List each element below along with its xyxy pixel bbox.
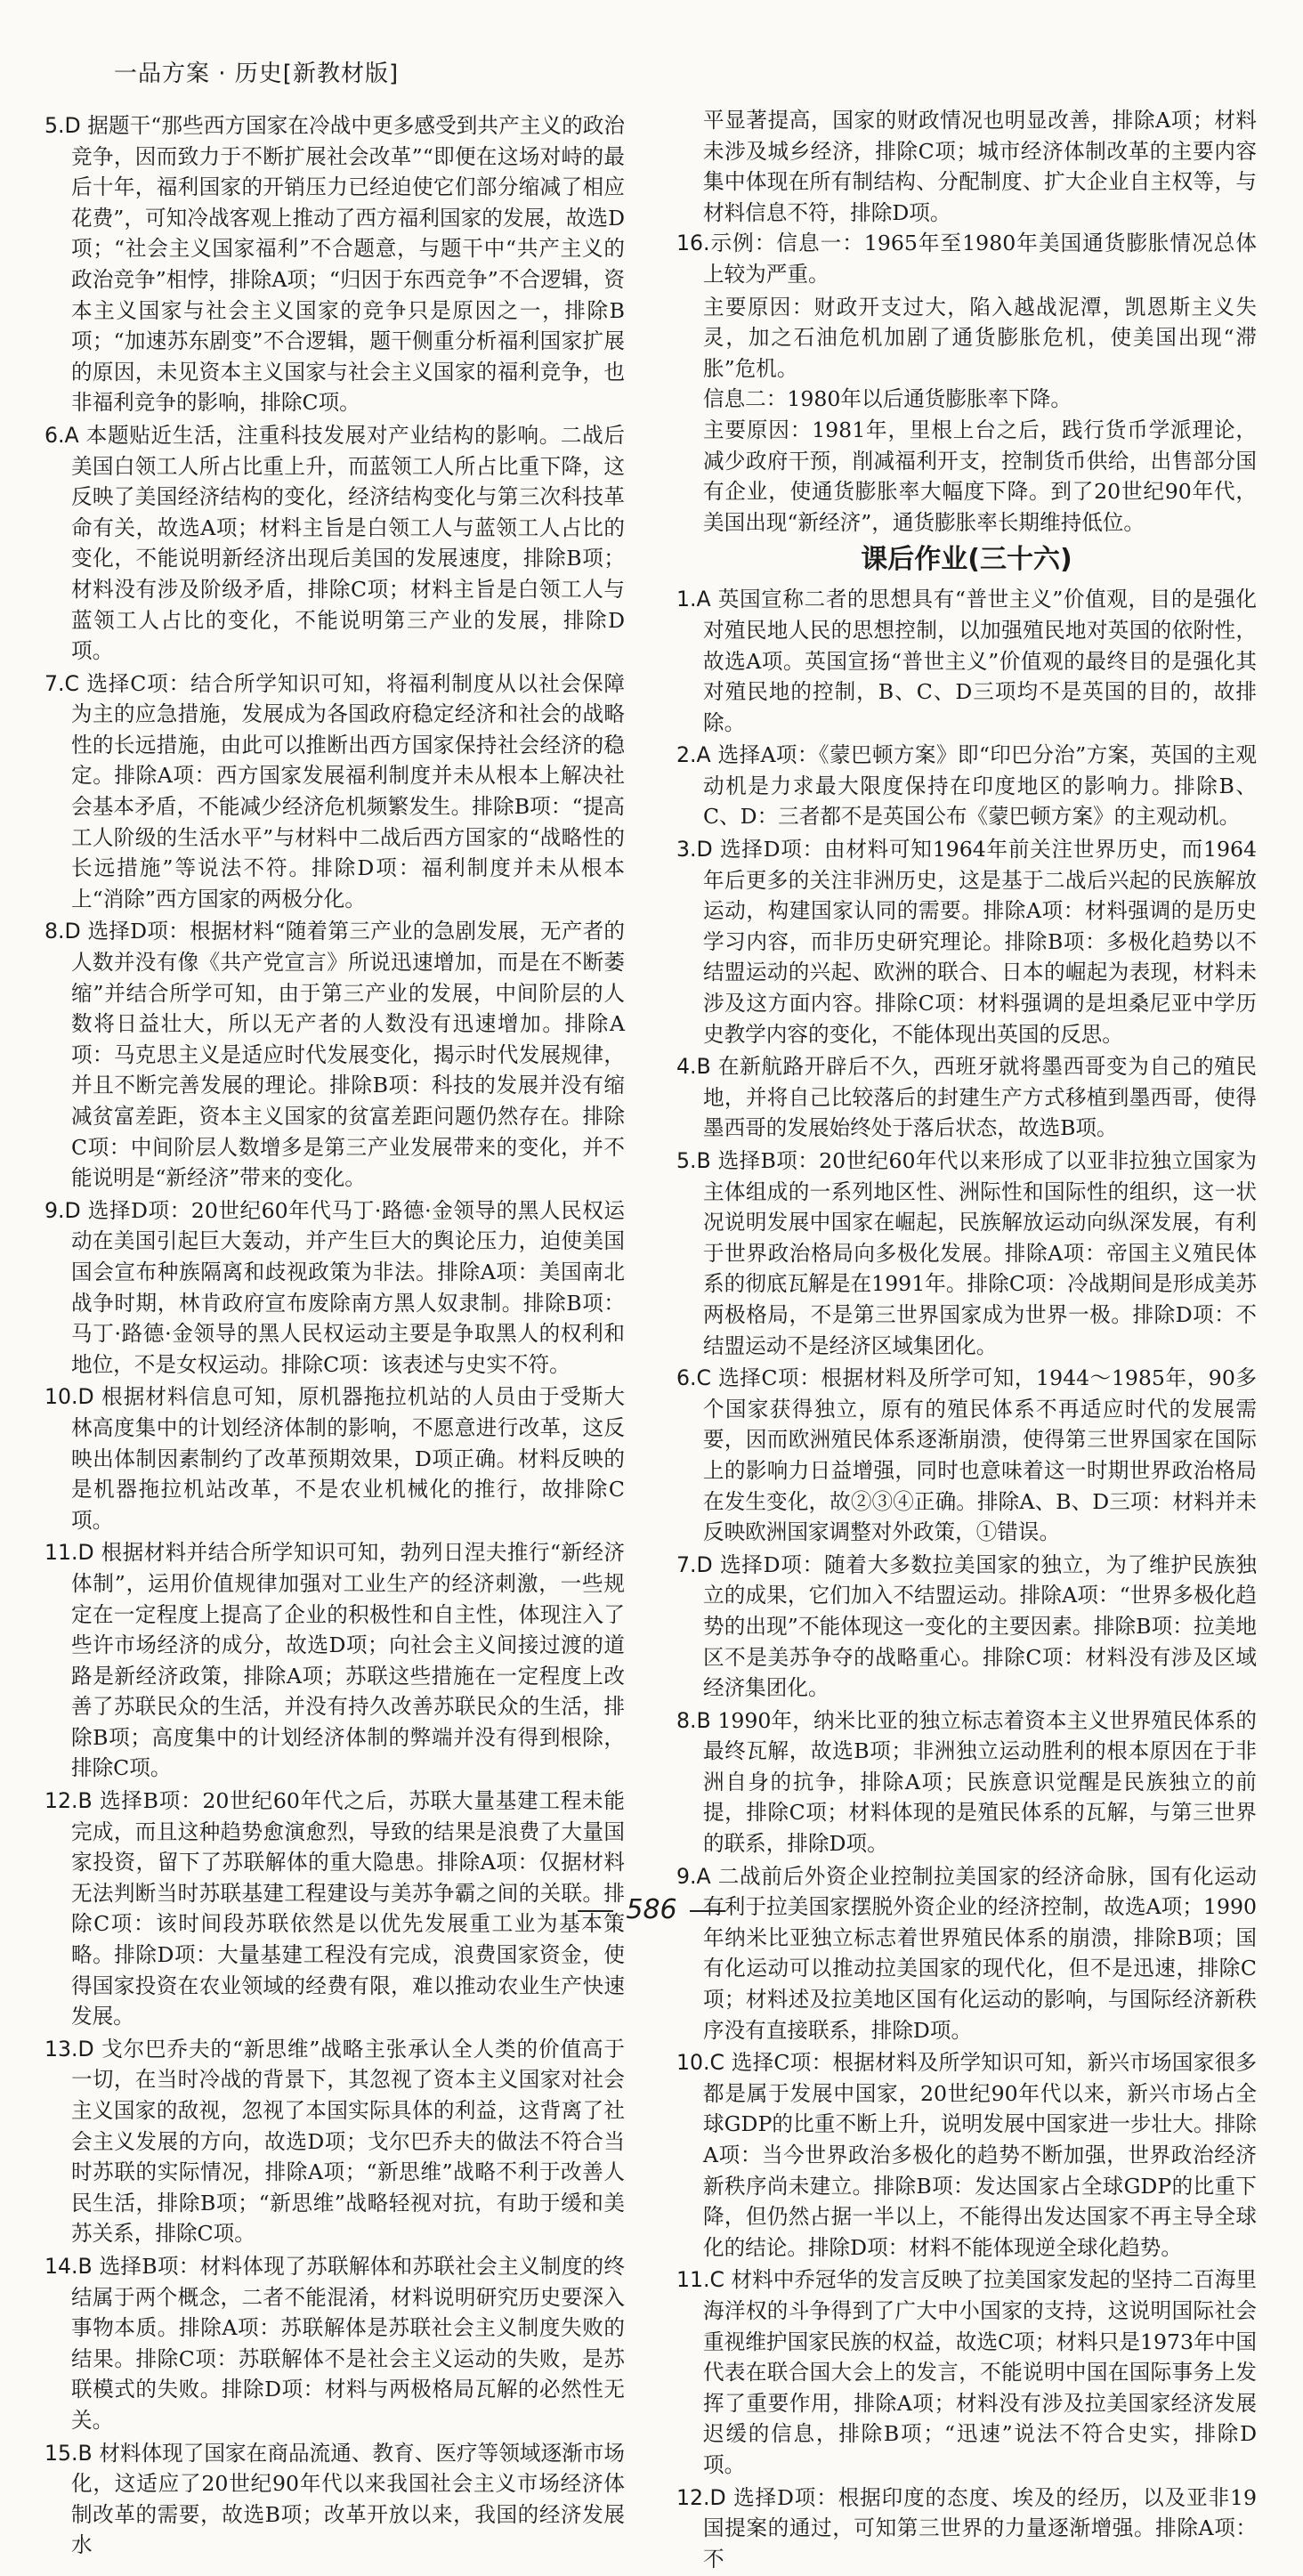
answer-item [45, 1537, 625, 1784]
answer-text: 根据材料信息可知，原机器拖拉机站的人员由于受斯大林高度集中的计划经济体制的影响，不愿意进行改革，这反映出体制因素制约了改革预期效果，D项正确。材料反映的是机器拖拉机站改革，不是农业机械化的推行，故排除C项。 [71, 1384, 626, 1533]
answer-item [676, 1550, 1257, 1704]
answer-item [676, 584, 1257, 738]
answer-text: 1990年，纳米比亚的独立标志着资本主义世界殖民体系的最终瓦解，故选B项；非洲独立运动胜利的根本原因在于非洲自身的抗争，排除A项；民族意识觉醒是民族独立的前提，排除C项；材料体现的是殖民体系的瓦解，与第三世界的联系，排除D项。 [703, 1707, 1258, 1857]
answer-item [676, 1051, 1257, 1144]
running-header: 一品方案 · 历史[新教材版] [114, 61, 400, 87]
answer-item [676, 740, 1257, 832]
answer-number: 9.A [676, 1863, 711, 1889]
answer-text: 选择C项：根据材料及所学知识可知，新兴市场国家很多都是属于发展中国家，20世纪90年代以来，新兴市场占全球GDP的比重不断上升，说明发展中国家进一步壮大。排除A项：当今世界政治多极化的趋势不断加强，世界政治经济新秩序尚未建立。排除B项：发达国家占全球GDP的比重下降，但仍然占据一半以上，不能得出发达国家不再主导全球化的结论。排除D项：材料不能体现逆全球化趋势。 [703, 2050, 1257, 2260]
answer-number: 11.C [676, 2267, 724, 2293]
answer-text: 示例：信息一：1965年至1980年美国通货膨胀情况总体上较为严重。 [703, 231, 1257, 287]
answer-item [45, 668, 625, 915]
answer-text: 据题干“那些西方国家在冷战中更多感受到共产主义的政治竞争，因而致力于不断扩展社会改革”“即便在这场对峙的最后十年，福利国家的开销压力已经迫使它们部分缩减了相应花费”，可知冷战客观上推动了西方福利国家的发展，故选D项；“社会主义国家福利”不合题意，与题干中“共产主义的政治竞争”相悖，排除A项；“归因于东西竞争”不合逻辑，资本主义国家与社会主义国家的竞争只是原因之一，排除B项；“加速苏东剧变”不合逻辑，题干侧重分析福利国家扩展的原因，未见资本主义国家与社会主义国家的福利竞争，也非福利竞争的影响，排除C项。 [71, 113, 626, 416]
answer-text: 二战前后外资企业控制拉美国家的经济命脉，国有化运动有利于拉美国家摆脱外资企业的经济控制，故选A项；1990年纳米比亚独立标志着世界殖民体系的崩溃，排除B项；国有化运动可以推动拉美国家的现代化，但不是迅速，排除C项；材料述及拉美地区国有化运动的影响，与国际经济新秩序没有直接联系，排除D项。 [703, 1863, 1257, 2043]
answer-number: 2.A [676, 742, 711, 768]
answer-item [45, 1195, 625, 1381]
answer-number: 10.C [676, 2050, 724, 2076]
dash-right [690, 1910, 725, 1912]
answer-item [676, 1363, 1257, 1548]
answer-item [676, 2483, 1257, 2575]
answer-item [676, 1705, 1257, 1859]
answer-number: 14.B [45, 2253, 93, 2279]
answer-number: 16. [676, 231, 710, 256]
answer-paragraph: 主要原因：财政开支过大，陷入越战泥潭，凯恩斯主义失灵，加之石油危机加剧了通货膨胀危机，使美国出现“滞胀”危机。 [703, 294, 1257, 381]
dash-left [578, 1910, 613, 1912]
answer-number: 8.B [676, 1707, 711, 1733]
answer-item [45, 110, 625, 418]
continued-text: 平显著提高，国家的财政情况也明显改善，排除A项；材料未涉及城乡经济，排除C项；城市经济体制改革的主要内容集中体现在所有制结构、分配制度、扩大企业自主权等，与材料信息不符，排除D项。 [703, 108, 1257, 225]
answer-text: 根据材料并结合所学知识可知，勃列日涅夫推行“新经济体制”，运用价值规律加强对工业生产的经济刺激，一些规定在一定程度上提高了企业的积极性和自主性，体现注入了些许市场经济的成分，故选D项；向社会主义间接过渡的道路是新经济政策，排除A项；苏联这些措施在一定程度上改善了苏联民众的生活，并没有持久改善苏联民众的生活，排除B项；高度集中的计划经济体制的弊端并没有得到根除，排除C项。 [71, 1540, 625, 1781]
answer-number: 3.D [676, 837, 713, 863]
answer-number: 5.B [676, 1148, 711, 1173]
answer-number: 7.C [45, 670, 79, 696]
answer-item [676, 2047, 1257, 2263]
answer-text: 材料体现了国家在商品流通、教育、医疗等领域逐渐市场化，这适应了20世纪90年代以来我国社会主义市场经济体制改革的需要，故选B项；改革开放以来，我国的经济发展水 [71, 2440, 626, 2558]
answer-text: 选择D项：由材料可知1964年前关注世界历史，而1964年后更多的关注非洲历史，这是基于二战后兴起的民族解放运动，构建国家认同的需要。排除A项：材料强调的是历史学习内容，而非历史研究理论。排除B项：多极化趋势以不结盟运动的兴起、欧洲的联合、日本的崛起为表现，材料未涉及这方面内容。排除C项：材料强调的是坦桑尼亚中学历史教学内容的变化，不能体现出英国的反思。 [703, 837, 1258, 1047]
answer-number: 7.D [676, 1551, 713, 1577]
answer-number: 12.D [676, 2484, 726, 2510]
right-column [676, 105, 1257, 2576]
answer-number: 5.D [45, 113, 81, 138]
answer-number: 1.A [676, 587, 711, 612]
answer-number: 13.D [45, 2036, 94, 2062]
answer-text: 选择C项：结合所学知识可知，将福利制度从以社会保障为主的应急措施，发展成为各国政府稳定经济和社会的战略性的长远措施，由此可以推断出西方国家保持社会经济的稳定。排除A项：西方国家发展福利制度并未从根本上解决社会基本矛盾，不能减少经济危机频繁发生。排除B项：“提高工人阶级的生活水平”与材料中二战后西方国家的“战略性的长远措施”等说法不符。排除D项：福利制度并未从根本上“消除”西方国家的两极分化。 [71, 670, 625, 911]
answer-text: 选择D项：根据材料“随着第三产业的急剧发展，无产者的人数并没有像《共产党宣言》所说迅速增加，而是在不断萎缩”并结合所学可知，由于第三产业的发展，中间阶层的人数将日益壮大，所以无产者的人数没有迅速增加。排除A项：马克思主义是适应时代发展变化，揭示时代发展规律，并且不断完善发展的理论。排除B项：科技的发展并没有缩减贫富差距，资本主义国家的贫富差距问题仍然存在。排除C项：中间阶层人数增多是第三产业发展带来的变化，并不能说明是“新经济”带来的变化。 [71, 919, 626, 1191]
answer-item [45, 1381, 625, 1535]
answer-item [676, 228, 1257, 289]
answer-text: 英国宣称二者的思想具有“普世主义”价值观，目的是强化对殖民地人民的思想控制，以加强殖民地对英国的依附性，故选A项。英国宣扬“普世主义”价值观的最终目的是强化其对殖民地的控制，B、C、D三项均不是英国的目的，故排除。 [703, 587, 1258, 735]
answer-number: 11.D [45, 1540, 94, 1566]
answer-text: 选择B项：20世纪60年代之后，苏联大量基建工程未能完成，而且这种趋势愈演愈烈，导致的结果是浪费了大量国家投资，留下了苏联解体的重大隐患。排除A项：仅据材料无法判断当时苏联基建工程建设与美苏争霸之间的关联。排除C项：该时间段苏联依然是以优先发展重工业为基本策略。排除D项：大量基建工程没有完成，浪费国家资金，使得国家投资在农业领域的经费有限，难以推动农业生产快速发展。 [71, 1788, 625, 2029]
answer-number: 9.D [45, 1197, 81, 1223]
answer-text: 选择D项：随着大多数拉美国家的独立，为了维护民族独立的成果，它们加入不结盟运动。排除A项：“世界多极化趋势的出现”不能体现这一变化的主要因素。排除B项：拉美地区不是美苏争夺的战略重心。排除C项：材料没有涉及区域经济集团化。 [703, 1551, 1257, 1701]
answer-text: 戈尔巴乔夫的“新思维”战略主张承认全人类的价值高于一切，在当时冷战的背景下，其忽视了资本主义国家对社会主义国家的敌视，忽视了本国实际具体的利益，这背离了社会主义发展的方向，故选D项；戈尔巴乔夫的做法不符合当时苏联的实际情况，排除A项；“新思维”战略不利于改善人民生活，排除B项；“新思维”战略轻视对抗，有助于缓和美苏关系，排除C项。 [71, 2036, 626, 2247]
answer-paragraph: 主要原因：1981年，里根上台之后，践行货币学派理论，减少政府干预，削减福利开支，控制货币供给，出售部分国有企业，使通货膨胀率大幅度下降。到了20世纪90年代，美国出现“新经济”，通货膨胀率长期维持低位。 [703, 417, 1257, 535]
answer-text: 选择D项：根据印度的态度、埃及的经历，以及亚非19国提案的通过，可知第三世界的力量逐渐增强。排除A项：不 [703, 2484, 1258, 2572]
answer-item [676, 1146, 1257, 1361]
answer-text: 选择B项：材料体现了苏联解体和苏联社会主义制度的终结属于两个概念，二者不能混淆，材料说明研究历史要深入事物本质。排除A项：苏联解体是苏联社会主义制度失败的结果。排除C项：苏联解体不是社会主义运动的失败，是苏联模式的失败。排除D项：材料与两极格局瓦解的必然性无关。 [71, 2253, 626, 2433]
left-column [45, 110, 625, 2563]
answer-item [45, 420, 625, 667]
answer-number: 6.C [676, 1365, 711, 1391]
answer-item [676, 2264, 1257, 2480]
answer-number: 10.D [45, 1384, 94, 1410]
answer-text: 本题贴近生活，注重科技发展对产业结构的影响。二战后美国白领工人所占比重上升，而蓝领工人所占比重下降，这反映了美国经济结构的变化，经济结构变化与第三次科技革命有关，故选A项；材料主旨是白领工人与蓝领工人占比的变化，不能说明新经济出现后美国的发展速度，排除B项；材料没有涉及阶级矛盾，排除C项；材料主旨是白领工人与蓝领工人占比的变化，不能说明第三产业的发展，排除D项。 [71, 422, 625, 664]
answer-text: 在新航路开辟后不久，西班牙就将墨西哥变为自己的殖民地，并将自己比较落后的封建生产方式移植到墨西哥，使得墨西哥的发展始终处于落后状态，故选B项。 [703, 1054, 1258, 1141]
answer-text: 选择D项：20世纪60年代马丁·路德·金领导的黑人民权运动在美国引起巨大轰动，并产生巨大的舆论压力，迫使美国国会宣布种族隔离和歧视政策为非法。排除A项：美国南北战争时期，林肯政府宣布废除南方黑人奴隶制。排除B项：马丁·路德·金领导的黑人民权运动主要是争取黑人的权利和地位，不是女权运动。排除C项：该表述与史实不符。 [71, 1197, 625, 1377]
answer-number: 15.B [45, 2440, 93, 2466]
page-number-text: 586 [626, 1894, 677, 1925]
answer-item [45, 2251, 625, 2436]
answer-number: 12.B [45, 1788, 93, 1814]
answer-text: 选择C项：根据材料及所学可知，1944～1985年，90多个国家获得独立，原有的殖民体系不再适应时代的发展需要，因而欧洲殖民体系逐渐崩溃，使得第三世界国家在国际上的影响力日益增强，同时也意味着这一时期世界政治格局在发生变化，故②③④正确。排除A、B、D三项：材料并未反映欧洲国家调整对外政策，①错误。 [703, 1365, 1257, 1545]
answer-item [676, 834, 1257, 1049]
answer-number: 8.D [45, 919, 81, 944]
page-number [0, 1894, 1303, 1925]
section-title: 课后作业(三十六) [861, 544, 1072, 576]
answer-text: 材料中乔冠华的发言反映了拉美国家发起的坚持二百海里海洋权的斗争得到了广大中小国家的支持，这说明国际社会重视维护国家民族的权益，故选C项；材料只是1973年中国代表在联合国大会上的发言，不能说明中国在国际事务上发挥了重要作用，排除A项；材料没有涉及拉美国家经济发展迟缓的信息，排除B项；“迅速”说法不符合史实，排除D项。 [703, 2267, 1258, 2477]
answer-item [45, 2034, 625, 2249]
answer-item [45, 916, 625, 1193]
answer-text: 选择B项：20世纪60年代以来形成了以亚非拉独立国家为主体组成的一系列地区性、洲际性和国际性的组织，这一状况说明发展中国家在崛起，民族解放运动向纵深发展，有利于世界政治格局向多极化发展。排除A项：帝国主义殖民体系的彻底瓦解是在1991年。排除C项：冷战期间是形成美苏两极格局，不是第三世界国家成为世界一极。排除D项：不结盟运动不是经济区域集团化。 [703, 1148, 1257, 1358]
answer-paragraph: 信息二：1980年以后通货膨胀率下降。 [703, 386, 1072, 412]
answer-item [45, 2438, 625, 2561]
answer-item [676, 1861, 1257, 2046]
answer-number: 6.A [45, 422, 79, 448]
answer-number: 4.B [676, 1054, 711, 1080]
answer-text: 选择A项：《蒙巴顿方案》即“印巴分治”方案，英国的主观动机是力求最大限度保持在印度地区的影响力。排除B、C、D：三者都不是英国公布《蒙巴顿方案》的主观动机。 [703, 742, 1257, 830]
